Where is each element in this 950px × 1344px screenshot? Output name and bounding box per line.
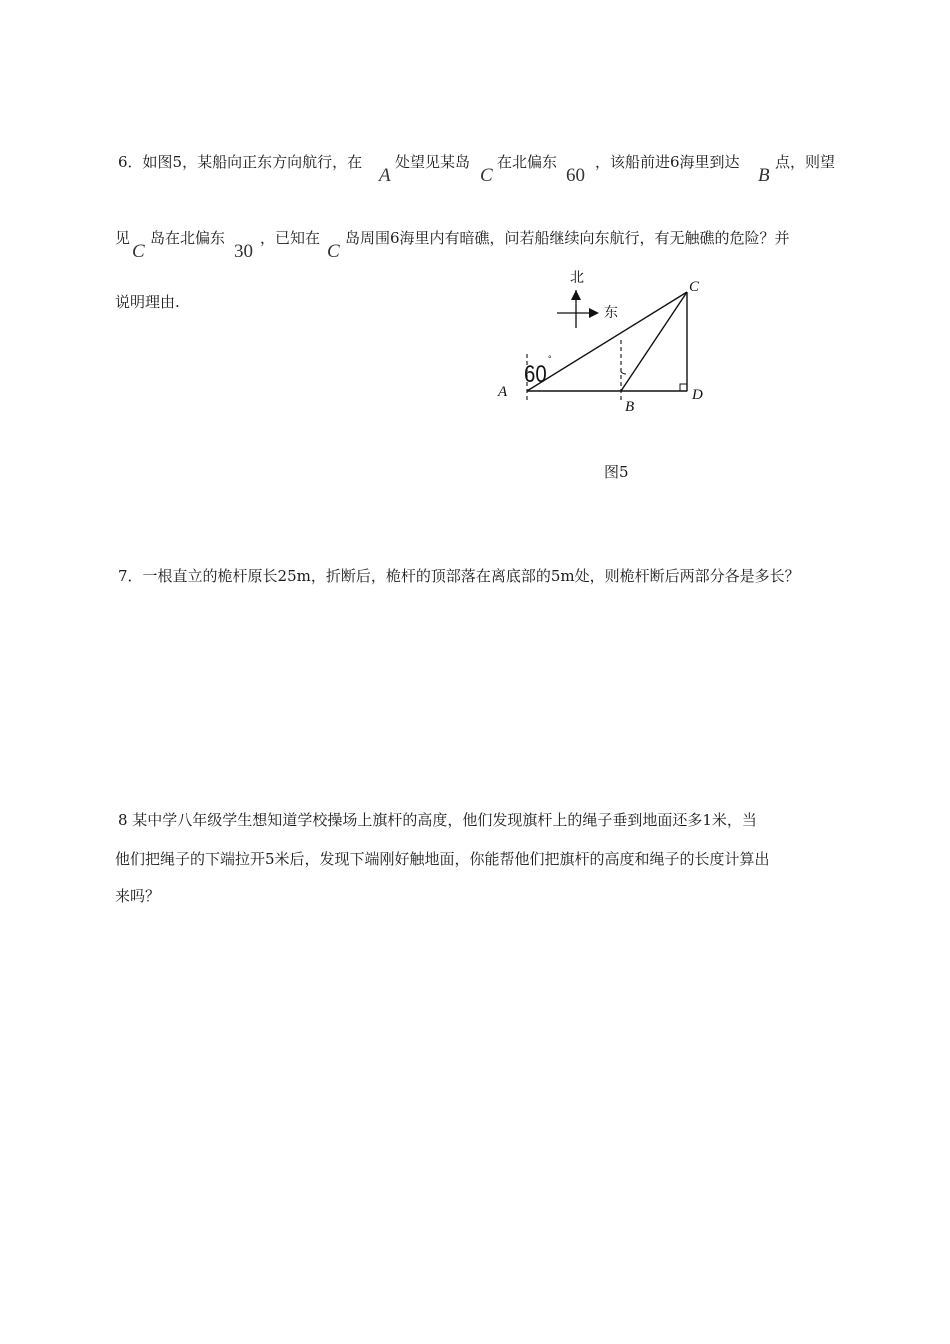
q8-line1: 8 某中学八年级学生想知道学校操场上旗杆的高度，他们发现旗杆上的绳子垂到地面还多1米，当: [118, 811, 757, 829]
degree-symbol: °: [548, 354, 552, 364]
q6-line2-part2: 岛在北偏东: [150, 229, 226, 247]
point-label-d: D: [692, 387, 703, 403]
q6-angle-30: 30: [234, 241, 253, 262]
figure-caption: 图5: [604, 463, 629, 481]
q6-line3: 说明理由.: [115, 293, 180, 311]
q6-line1-part1: 6．如图5，某船向正东方向航行，在: [118, 153, 363, 171]
point-label-c: C: [689, 279, 700, 295]
q6-point-b: B: [758, 165, 770, 186]
angle-60-label: 60: [524, 360, 547, 388]
q6-line2-part3: ，已知在: [260, 229, 321, 247]
compass-east-arrow-icon: [589, 308, 599, 318]
q6-line2-part4: 岛周围6海里内有暗礁，问若船继续向东航行，有无触礁的危险？并: [345, 229, 790, 247]
q6-line2-part1: 见: [115, 229, 131, 247]
right-angle-mark: [680, 384, 687, 391]
q8-line3: 来吗？: [115, 887, 161, 905]
compass-east-label: 东: [604, 305, 618, 321]
compass-north-label: 北: [570, 270, 584, 286]
q6-point-c-2: C: [132, 241, 145, 262]
q6-line1-part4: ，该船前进6海里到达: [595, 153, 740, 171]
point-label-a: A: [498, 384, 508, 400]
compass-north-arrow-icon: [571, 290, 581, 300]
q6-point-c: C: [480, 165, 493, 186]
q6-line1-part5: 点，则望: [775, 153, 836, 171]
point-label-b: B: [625, 399, 635, 415]
segment-bc: [621, 292, 687, 391]
q6-point-c-3: C: [327, 241, 340, 262]
q6-line1-part2: 处望见某岛: [395, 153, 471, 171]
q6-line1-part3: 在北偏东: [497, 153, 558, 171]
angle-arc-b: [621, 372, 626, 374]
figure-5-diagram: [490, 262, 720, 422]
q8-line2: 他们把绳子的下端拉开5米后，发现下端刚好触地面，你能帮他们把旗杆的高度和绳子的长度计算出: [115, 850, 770, 868]
q6-point-a: A: [379, 165, 391, 186]
q6-angle-60: 60: [566, 165, 585, 186]
question-7: 7．一根直立的桅杆原长25m，折断后，桅杆的顶部落在离底部的5m处，则桅杆断后两部分各是多长？: [118, 567, 800, 585]
